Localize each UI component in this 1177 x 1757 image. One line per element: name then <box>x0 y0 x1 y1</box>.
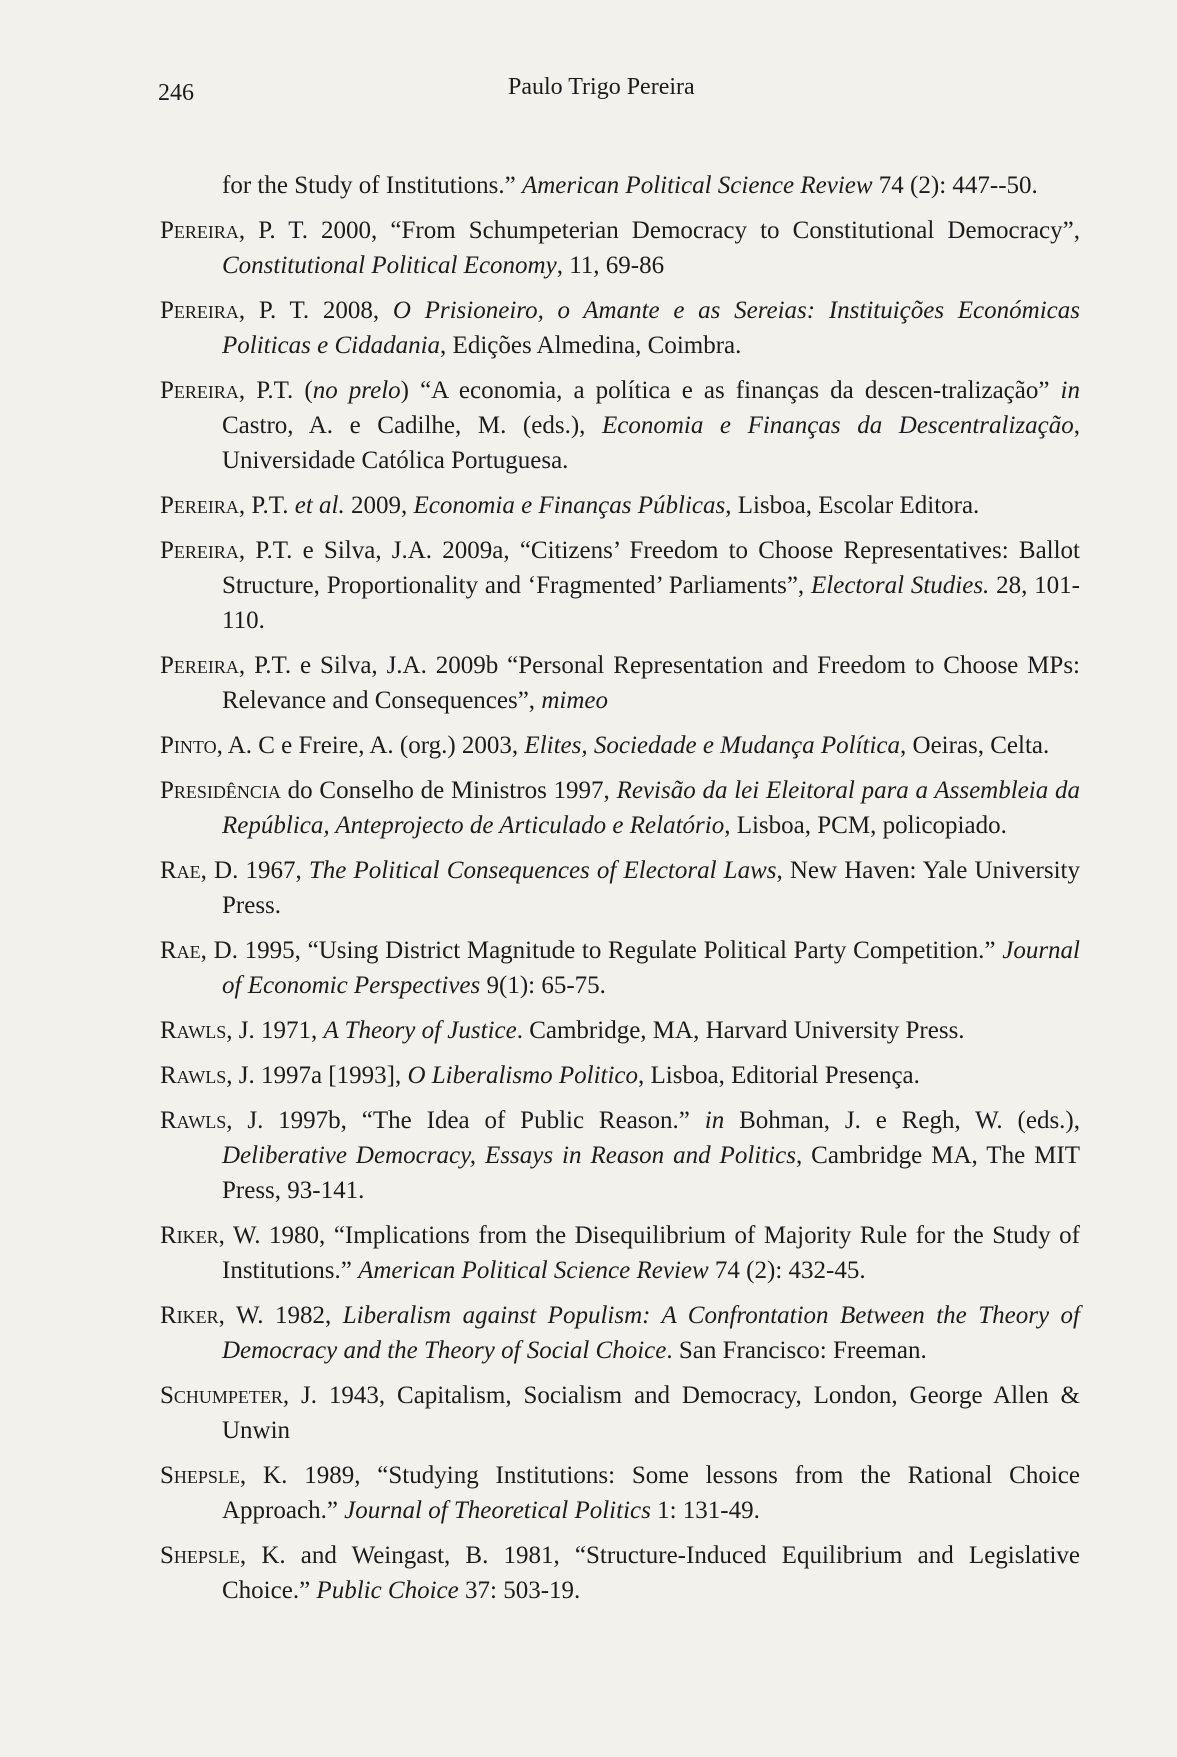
reference-text: , P.T. <box>238 492 295 519</box>
reference-text: , A. C e Freire, A. (org.) 2003, <box>216 732 525 759</box>
reference-text: , P.T. ( <box>238 377 313 404</box>
reference-title: American Political Science Review <box>521 172 873 199</box>
reference-author: Shepsle <box>160 1542 240 1569</box>
reference-text: , P.T. e Silva, J.A. 2009b “Personal Representation and Freedom to Choose MPs: Relevance and Consequences”, <box>222 652 1080 714</box>
reference-text: , D. 1995, “Using District Magnitude to Regulate Political Party Competition.” <box>200 937 1003 964</box>
reference-title: Journal of Economic Perspectives <box>222 937 1080 999</box>
reference-text: , Edições Almedina, Coimbra. <box>440 332 742 359</box>
reference-entry <box>160 488 1080 523</box>
page-header <box>158 68 1058 108</box>
reference-author: Pereira <box>160 297 239 324</box>
running-head: Paulo Trigo Pereira <box>508 74 695 100</box>
reference-text: , Lisboa, PCM, policopiado. <box>724 812 1007 839</box>
reference-text: 9(1): 65-75. <box>480 972 606 999</box>
reference-text: Bohman, J. e Regh, W. (eds.), <box>724 1107 1081 1134</box>
reference-title: Constitutional Political Economy <box>222 252 557 279</box>
reference-text: 1: 131-49. <box>650 1497 760 1524</box>
reference-text: , J. 1943, Capitalism, Socialism and Democracy, London, George Allen & Unwin <box>222 1382 1080 1444</box>
reference-title: no prelo <box>312 377 401 404</box>
reference-title: A Theory of Justice <box>323 1017 517 1044</box>
reference-entry <box>160 373 1080 478</box>
reference-text: . San Francisco: Freeman. <box>666 1337 927 1364</box>
reference-text: , K. 1989, “Studying Institutions: Some lessons from the Rational Choice Approach.” <box>222 1462 1080 1524</box>
reference-entry <box>160 1058 1080 1093</box>
reference-text: , Lisboa, Escolar Editora. <box>725 492 980 519</box>
reference-entry <box>160 213 1080 283</box>
page-number: 246 <box>158 80 194 106</box>
reference-title: Deliberative Democracy, Essays in Reason and Politics <box>222 1142 796 1169</box>
reference-text: for the Study of Institutions.” <box>222 172 522 199</box>
reference-title: Public Choice <box>316 1577 459 1604</box>
reference-entry <box>160 773 1080 843</box>
reference-text: ) “A economia, a política e as finanças da descen-tralização” <box>400 377 1061 404</box>
reference-list <box>160 168 1080 1618</box>
reference-text: 37: 503-19. <box>458 1577 581 1604</box>
reference-author: Riker <box>160 1222 219 1249</box>
reference-author: Presidência <box>160 777 281 804</box>
reference-title: Journal of Theoretical Politics <box>344 1497 651 1524</box>
reference-entry <box>160 1458 1080 1528</box>
reference-title: Electoral Studies. <box>811 572 990 599</box>
reference-author: Pereira <box>160 217 239 244</box>
reference-author: Rae <box>160 857 201 884</box>
reference-title: Economia e Finanças Públicas <box>413 492 726 519</box>
reference-text: 28, 101-110. <box>222 572 1081 634</box>
reference-text: , 11, 69-86 <box>556 252 665 279</box>
reference-entry <box>160 933 1080 1003</box>
reference-text: 2009, <box>344 492 414 519</box>
reference-author: Pereira <box>160 377 239 404</box>
reference-title: Elites, Sociedade e Mudança Política <box>524 732 901 759</box>
reference-entry <box>160 728 1080 763</box>
reference-text: , New Haven: Yale University Press. <box>222 857 1080 919</box>
reference-author: Pereira <box>160 652 239 679</box>
reference-entry <box>160 1013 1080 1048</box>
reference-entry <box>160 1378 1080 1448</box>
reference-title: American Political Science Review <box>358 1257 709 1284</box>
reference-entry <box>160 1218 1080 1288</box>
reference-text: 74 (2): 432-45. <box>708 1257 866 1284</box>
reference-author: Rae <box>160 937 201 964</box>
reference-text: 74 (2): 447--50. <box>872 172 1038 199</box>
reference-title: O Liberalismo Politico <box>407 1062 639 1089</box>
reference-text: , J. 1997b, “The Idea of Public Reason.” <box>226 1107 705 1134</box>
reference-text: , Universidade Católica Portuguesa. <box>222 412 1080 474</box>
reference-title: O Prisioneiro, o Amante e as Sereias: Instituições Económicas Politicas e Cidadania <box>222 297 1080 359</box>
reference-text: , J. 1997a [1993], <box>226 1062 408 1089</box>
reference-author: Shepsle <box>160 1462 240 1489</box>
reference-title: The Political Consequences of Electoral Laws <box>308 857 777 884</box>
reference-title: mimeo <box>541 687 608 714</box>
reference-entry <box>160 293 1080 363</box>
reference-author: Schumpeter <box>160 1382 283 1409</box>
reference-text: , P. T. 2000, “From Schumpeterian Democracy to Constitutional Democracy”, <box>238 217 1080 244</box>
reference-text: , W. 1982, <box>218 1302 343 1329</box>
reference-title: in <box>1060 377 1080 404</box>
reference-entry <box>160 533 1080 638</box>
reference-entry <box>160 1538 1080 1608</box>
reference-text: , W. 1980, “Implications from the Disequilibrium of Majority Rule for the Study of Institutions.” <box>218 1222 1080 1284</box>
reference-author: Rawls <box>160 1107 227 1134</box>
reference-author: Pereira <box>160 537 239 564</box>
reference-text: , P.T. e Silva, J.A. 2009a, “Citizens’ Freedom to Choose Representatives: Ballot Structure, Proportionality and ‘Fragmented’ Parliaments”, <box>222 537 1080 599</box>
reference-text: , Oeiras, Celta. <box>900 732 1050 759</box>
reference-title: Revisão da lei Eleitoral para a Assembleia da República, Anteprojecto de Articulado e Relatório <box>222 777 1080 839</box>
reference-text: , Lisboa, Editorial Presença. <box>638 1062 920 1089</box>
reference-author: Rawls <box>160 1017 227 1044</box>
reference-title: in <box>704 1107 725 1134</box>
reference-title: Liberalism against Populism: A Confrontation Between the Theory of Democracy and the Theory of Social Choice <box>222 1302 1080 1364</box>
reference-text: , J. 1971, <box>226 1017 324 1044</box>
reference-text: . Cambridge, MA, Harvard University Press. <box>516 1017 965 1044</box>
reference-author: Rawls <box>160 1062 227 1089</box>
reference-title: Economia e Finanças da Descentralização <box>601 412 1074 439</box>
reference-text: , D. 1967, <box>200 857 309 884</box>
reference-text: do Conselho de Ministros 1997, <box>280 777 617 804</box>
reference-text: , P. T. 2008, <box>238 297 393 324</box>
reference-entry <box>160 168 1080 203</box>
reference-entry <box>160 648 1080 718</box>
reference-text: , Cambridge MA, The MIT Press, 93-141. <box>222 1142 1080 1204</box>
reference-text: Castro, A. e Cadilhe, M. (eds.), <box>222 412 602 439</box>
reference-author: Pereira <box>160 492 239 519</box>
reference-title: et al. <box>294 492 345 519</box>
reference-entry <box>160 853 1080 923</box>
reference-author: Riker <box>160 1302 219 1329</box>
reference-entry <box>160 1103 1080 1208</box>
reference-entry <box>160 1298 1080 1368</box>
reference-author: Pinto <box>160 732 217 759</box>
reference-text: , K. and Weingast, B. 1981, “Structure-Induced Equilibrium and Legislative Choice.” <box>222 1542 1080 1604</box>
